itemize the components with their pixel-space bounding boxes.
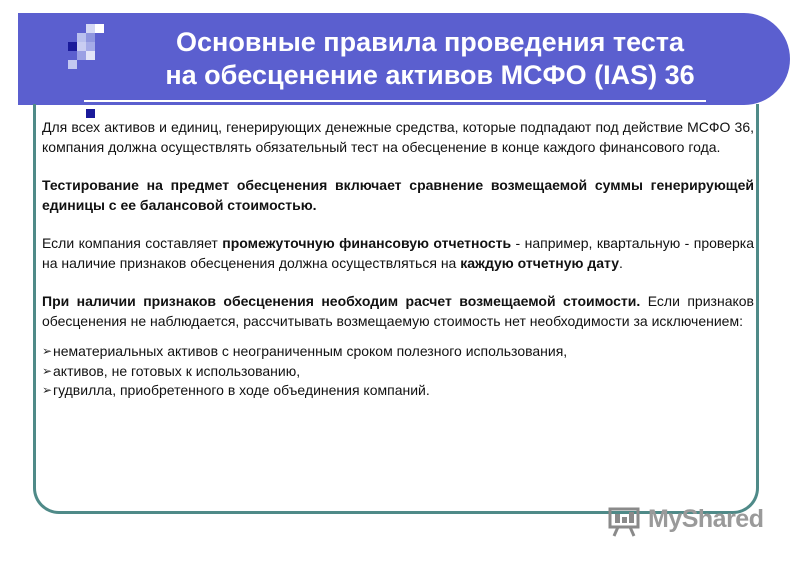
slide-title	[110, 26, 750, 92]
text-segment-bold: При наличии признаков обесценения необходим расчет возмещаемой стоимости.	[42, 293, 641, 309]
arrow-bullet-icon: ➢	[42, 383, 53, 397]
exceptions-list	[42, 342, 754, 401]
list-item	[42, 342, 754, 362]
list-item	[42, 362, 754, 382]
title-underline	[84, 100, 706, 102]
text-segment: Если компания составляет	[42, 235, 223, 251]
text-segment: .	[619, 254, 623, 271]
list-item-text: активов, не готовых к использованию,	[53, 362, 301, 379]
slide-title-line-1: Основные правила проведения теста	[176, 27, 684, 57]
text-segment: Если признаков обесценения не наблюдается, рассчитывать возмещаемую стоимость нет необходимости за исключением:	[42, 293, 754, 329]
arrow-bullet-icon: ➢	[42, 344, 53, 358]
myshared-watermark	[606, 503, 766, 537]
paragraph-test-definition: Тестирование на предмет обесценения включает сравнение возмещаемой суммы генерирующей единицы с ее балансовой стоимостью.	[42, 177, 754, 213]
paragraph-interim-reporting	[42, 234, 754, 273]
watermark-text: MyShared	[648, 505, 764, 533]
slide-content	[42, 118, 754, 401]
list-item-text: нематериальных активов с неограниченным сроком полезного использования,	[53, 343, 568, 359]
text-segment-bold: каждую отчетную дату	[460, 254, 620, 271]
slide-title-line-2: на обесценение активов МСФО (IAS) 36	[165, 60, 695, 90]
text-segment: - например, квартальную - проверка на наличие признаков обесценения должна осуществляться на	[42, 235, 754, 271]
presentation-board-icon	[606, 503, 646, 537]
list-item	[42, 381, 754, 401]
paragraph-annual-test: Для всех активов и единиц, генерирующих денежные средства, которые подпадают под действие МСФО 36, компания должна осуществлять обязательный тест на обесценение в конце каждого финансового года.	[42, 119, 754, 155]
list-item-text: гудвилла, приобретенного в ходе объединения компаний.	[53, 382, 430, 398]
paragraph-recoverable-amount	[42, 292, 754, 331]
text-segment-bold: промежуточную финансовую отчетность	[222, 235, 512, 251]
arrow-bullet-icon: ➢	[42, 363, 53, 378]
